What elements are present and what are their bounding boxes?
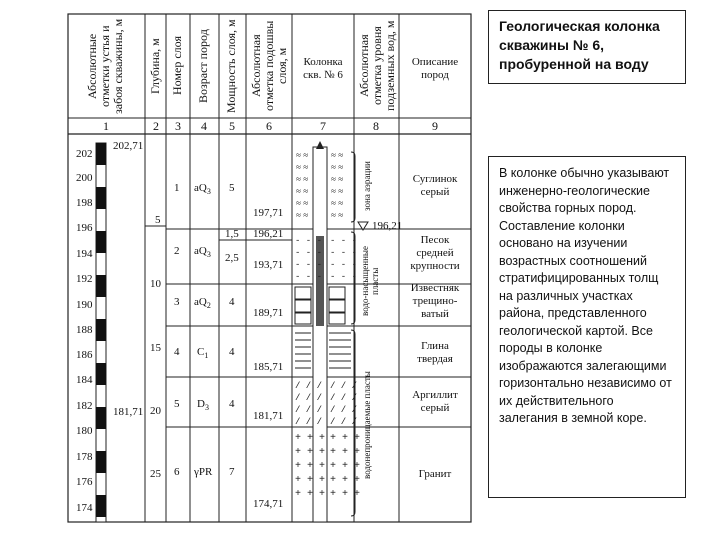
zone-water-saturated-label: водо-насыщенные пласты — [360, 246, 380, 316]
bottom-elevation: 181,71 — [113, 406, 144, 418]
header-col-1: Абсолютные отметки устья и забоя скважины, м — [85, 18, 125, 114]
svg-text:≈ ≈: ≈ ≈ — [296, 198, 309, 208]
svg-text:≈ ≈: ≈ ≈ — [331, 210, 344, 220]
layer-thickness: 4 — [229, 398, 235, 410]
header-col-6: Абсолютная отметка подошвы слоя, м — [249, 20, 289, 112]
scale-tick: 202 — [76, 148, 93, 160]
svg-text:≈ ≈: ≈ ≈ — [331, 174, 344, 184]
svg-text:≈ ≈: ≈ ≈ — [296, 210, 309, 220]
svg-text:+ + +: + + + — [330, 461, 361, 472]
svg-text:≈ ≈: ≈ ≈ — [331, 162, 344, 172]
header-col-3: Номер слоя — [170, 36, 184, 96]
description-text: В колонке обычно указывают инженерно-геологические свойства горных пород. Составление колонки основано на изучении возрастных соотношений стратифицированных толщ на различных участках района, представленного геологической картой. Все породы в колонке изображаются залегающими горизонтально независимо от их действительного залегания в земной коре. — [499, 166, 672, 425]
header-col-9: Описание пород — [411, 56, 459, 81]
header-col-5: Мощность слоя, м — [224, 19, 238, 113]
title-box — [488, 10, 686, 84]
svg-text:- - -: - - - — [295, 248, 323, 258]
svg-text:- - -: - - - — [330, 248, 358, 258]
svg-text:+ + +: + + + — [295, 433, 326, 444]
svg-text:+ + +: + + + — [295, 447, 326, 458]
layer-number: 1 — [174, 182, 180, 194]
svg-text:+ + +: + + + — [330, 489, 361, 500]
layer-thickness: 7 — [229, 466, 235, 478]
svg-text:- - -: - - - — [295, 236, 323, 246]
svg-text:≈ ≈: ≈ ≈ — [331, 150, 344, 160]
svg-text:+ + +: + + + — [295, 475, 326, 486]
svg-text:≈ ≈: ≈ ≈ — [331, 198, 344, 208]
scale-tick: 186 — [76, 349, 93, 361]
svg-text:≈ ≈: ≈ ≈ — [296, 186, 309, 196]
scale-tick: 188 — [76, 324, 93, 336]
layer-base-elevation: 197,71 — [253, 207, 284, 219]
depth-mark: 5 — [155, 214, 161, 226]
layer-number: 2 — [174, 245, 180, 257]
layer-base-elevation: 193,71 — [253, 259, 284, 271]
header-num-5: 5 — [229, 119, 235, 133]
svg-text:/ / /: / / / — [330, 417, 358, 427]
svg-text:+ + +: + + + — [330, 475, 361, 486]
layer-description: Суглинок серый — [412, 173, 458, 198]
scale-tick: 176 — [76, 476, 93, 488]
svg-text:/ / /: / / / — [295, 405, 323, 415]
header-num-4: 4 — [201, 119, 207, 133]
header-col-4: Возраст пород — [196, 29, 210, 103]
header-col-7: Колонка скв. № 6 — [303, 56, 343, 81]
svg-text:+ + +: + + + — [330, 433, 361, 444]
layer-age: γPR — [194, 466, 213, 478]
layer-description: Гранит — [418, 468, 452, 480]
layer-age: $D_3$ — [197, 398, 209, 413]
header-num-7: 7 — [320, 119, 326, 133]
layer-thickness: 4 — [229, 346, 235, 358]
header-num-3: 3 — [175, 119, 181, 133]
svg-text:- - -: - - - — [295, 260, 323, 270]
layer-description: Глина твердая — [417, 340, 453, 365]
svg-text:- - -: - - - — [330, 272, 358, 282]
layer-base-elevation: 174,71 — [253, 498, 284, 510]
scale-tick: 178 — [76, 451, 93, 463]
layer-age: $C_1$ — [197, 346, 209, 361]
title-text: Геологическая колонка скважины № 6, пробуренной на воду — [499, 18, 660, 72]
layer-number: 5 — [174, 398, 180, 410]
svg-text:+ + +: + + + — [295, 489, 326, 500]
header-num-8: 8 — [373, 119, 379, 133]
layer-base-elevation: 189,71 — [253, 307, 284, 319]
svg-text:/ / /: / / / — [330, 405, 358, 415]
layer-age: $aQ_2$ — [194, 296, 211, 311]
layer-base-upper: 196,21 — [253, 228, 284, 240]
zone-impermeable-label: водонепроницаемые пласты — [362, 371, 372, 479]
svg-text:/ / /: / / / — [295, 381, 323, 391]
header-num-9: 9 — [432, 119, 438, 133]
depth-mark: 15 — [150, 342, 161, 354]
layer-description: Песок средней крупности — [410, 234, 460, 272]
layer-thickness: 5 — [229, 182, 235, 194]
svg-text:≈ ≈: ≈ ≈ — [296, 174, 309, 184]
scale-tick: 180 — [76, 425, 93, 437]
svg-text:≈ ≈: ≈ ≈ — [296, 150, 309, 160]
svg-text:/ / /: / / / — [330, 381, 358, 391]
svg-text:+ + +: + + + — [330, 447, 361, 458]
scale-tick: 184 — [76, 374, 93, 386]
svg-text:/ / /: / / / — [295, 417, 323, 427]
header-num-6: 6 — [266, 119, 272, 133]
zone-aeration-label: зона аэрации — [362, 161, 372, 211]
layer-number: 4 — [174, 346, 180, 358]
svg-text:- - -: - - - — [295, 272, 323, 282]
layer-age: $aQ_3$ — [194, 182, 211, 197]
header-col-8: Абсолютная отметка уровня подземных вод, м — [357, 20, 397, 112]
layer-thickness: 4 — [229, 296, 235, 308]
scale-tick: 200 — [76, 172, 93, 184]
layer-age: $aQ_3$ — [194, 245, 211, 260]
layer-thickness-upper: 1,5 — [225, 228, 239, 240]
water-level-value: 196,21 — [372, 220, 403, 232]
scale-tick: 192 — [76, 273, 93, 285]
header-num-1: 1 — [103, 119, 109, 133]
svg-text:/ / /: / / / — [330, 393, 358, 403]
scale-tick: 194 — [76, 248, 93, 260]
scale-tick: 182 — [76, 400, 93, 412]
layer-base-elevation: 185,71 — [253, 361, 284, 373]
depth-mark: 25 — [150, 468, 161, 480]
scale-tick: 198 — [76, 197, 93, 209]
layer-base-elevation: 181,71 — [253, 410, 284, 422]
layer-thickness: 2,5 — [225, 252, 239, 264]
header-col-2: Глубина, м — [148, 38, 162, 94]
collar-elevation: 202,71 — [113, 140, 144, 152]
layer-number: 6 — [174, 466, 180, 478]
svg-text:+ + +: + + + — [295, 461, 326, 472]
svg-text:≈ ≈: ≈ ≈ — [296, 162, 309, 172]
scale-tick: 196 — [76, 222, 93, 234]
depth-mark: 10 — [150, 278, 161, 290]
layer-description: Известняк трещино- ватый — [410, 282, 460, 320]
svg-text:/ / /: / / / — [295, 393, 323, 403]
depth-mark: 20 — [150, 405, 161, 417]
scale-tick: 174 — [76, 502, 93, 514]
scale-tick: 190 — [76, 299, 93, 311]
layer-description: Аргиллит серый — [412, 389, 458, 414]
svg-text:≈ ≈: ≈ ≈ — [331, 186, 344, 196]
svg-text:- - -: - - - — [330, 236, 358, 246]
svg-text:- - -: - - - — [330, 260, 358, 270]
layer-number: 3 — [174, 296, 180, 308]
header-num-2: 2 — [153, 119, 159, 133]
description-box — [488, 156, 686, 498]
